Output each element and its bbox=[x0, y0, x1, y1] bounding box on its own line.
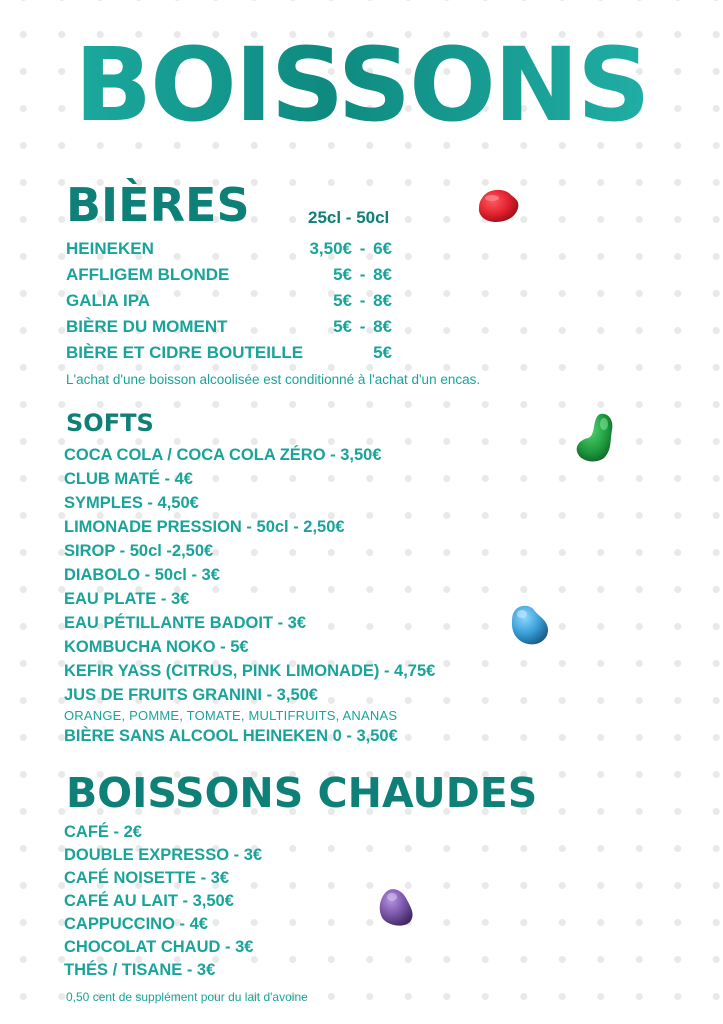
beer-price: 5€ bbox=[373, 343, 392, 362]
list-item: JUS DE FRUITS GRANINI - 3,50€ bbox=[64, 686, 318, 704]
section-heading-boissons-chaudes: BOISSONS CHAUDES bbox=[66, 769, 538, 817]
beer-row bbox=[66, 236, 426, 262]
list-item: KEFIR YASS (CITRUS, PINK LIMONADE) - 4,75€ bbox=[64, 662, 436, 680]
list-item: EAU PLATE - 3€ bbox=[64, 590, 190, 608]
beer-row bbox=[66, 314, 426, 340]
list-item: DOUBLE EXPRESSO - 3€ bbox=[64, 846, 263, 864]
beer-name: BIÈRE ET CIDRE BOUTEILLE bbox=[66, 343, 304, 362]
beer-name: HEINEKEN bbox=[66, 239, 154, 258]
green-climbing-hold-icon bbox=[574, 410, 618, 466]
beer-row bbox=[66, 262, 426, 288]
section-heading-softs: SOFTS bbox=[66, 409, 154, 437]
beer-price: 5€ - 8€ bbox=[333, 291, 392, 310]
beer-list bbox=[66, 236, 426, 366]
list-item: THÉS / TISANE - 3€ bbox=[64, 961, 216, 979]
blue-climbing-hold-icon bbox=[508, 602, 552, 648]
sizes-header: 25cl - 50cl bbox=[308, 208, 390, 227]
list-item: CAFÉ NOISETTE - 3€ bbox=[64, 869, 230, 887]
list-item: KOMBUCHA NOKO - 5€ bbox=[64, 638, 249, 656]
list-item: CHOCOLAT CHAUD - 3€ bbox=[64, 938, 254, 956]
purple-climbing-hold-icon bbox=[376, 886, 416, 928]
list-item: BIÈRE SANS ALCOOL HEINEKEN 0 - 3,50€ bbox=[64, 727, 398, 745]
beer-price: 3,50€ - 6€ bbox=[309, 239, 392, 258]
beer-row bbox=[66, 288, 426, 314]
red-climbing-hold-icon bbox=[474, 186, 522, 228]
jus-detail: ORANGE, POMME, TOMATE, MULTIFRUITS, ANANAS bbox=[64, 708, 398, 723]
list-item: LIMONADE PRESSION - 50cl - 2,50€ bbox=[64, 518, 345, 536]
beer-row bbox=[66, 340, 426, 366]
list-item: CLUB MATÉ - 4€ bbox=[64, 470, 193, 488]
list-item: SYMPLES - 4,50€ bbox=[64, 494, 199, 512]
page-title: BOISSONS bbox=[0, 26, 723, 146]
beer-name: BIÈRE DU MOMENT bbox=[66, 317, 228, 336]
beer-price: 5€ - 8€ bbox=[333, 317, 392, 336]
list-item: CAPPUCCINO - 4€ bbox=[64, 915, 208, 933]
list-item: EAU PÉTILLANTE BADOIT - 3€ bbox=[64, 614, 307, 632]
list-item: CAFÉ AU LAIT - 3,50€ bbox=[64, 892, 234, 910]
beer-price: 5€ - 8€ bbox=[333, 265, 392, 284]
list-item: COCA COLA / COCA COLA ZÉRO - 3,50€ bbox=[64, 446, 382, 464]
list-item: SIROP - 50cl -2,50€ bbox=[64, 542, 214, 560]
softs-list bbox=[64, 443, 435, 748]
beer-name: GALIA IPA bbox=[66, 291, 151, 310]
beer-name: AFFLIGEM BLONDE bbox=[66, 265, 230, 284]
oat-milk-note: 0,50 cent de supplément pour du lait d'avoine bbox=[66, 990, 308, 1004]
list-item: CAFÉ - 2€ bbox=[64, 823, 142, 841]
list-item: DIABOLO - 50cl - 3€ bbox=[64, 566, 220, 584]
hot-drinks-list bbox=[64, 821, 262, 982]
alcohol-note: L'achat d'une boisson alcoolisée est conditionné à l'achat d'un encas. bbox=[66, 372, 481, 387]
section-heading-bieres: BIÈRES bbox=[66, 178, 250, 232]
